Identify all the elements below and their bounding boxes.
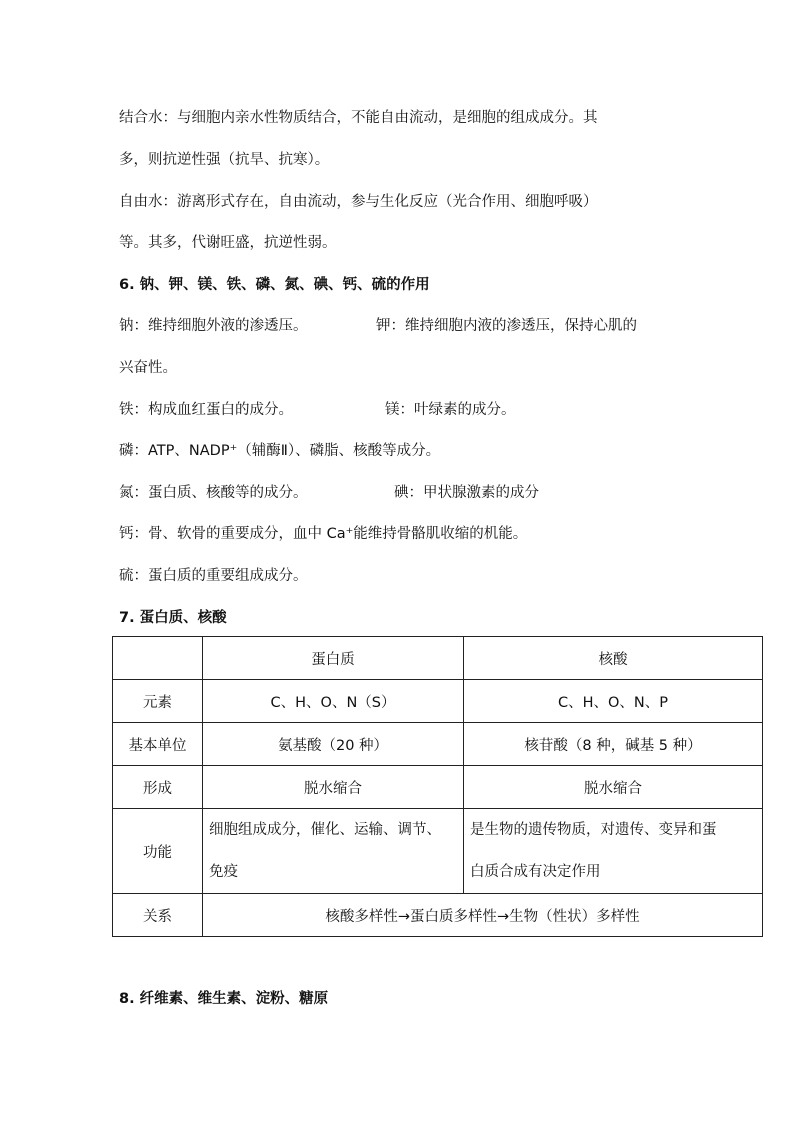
- protein-function-line-2: 免疫: [209, 864, 238, 880]
- section-6-heading: 6. 钠、钾、镁、铁、磷、氮、碘、钙、硫的作用: [119, 277, 430, 293]
- free-water-line-1: 自由水：游离形式存在，自由流动，参与生化反应（光合作用、细胞呼吸）: [119, 194, 598, 210]
- nitrogen-line: [119, 483, 764, 503]
- calcium-line: 钙：骨、软骨的重要成分，血中 Ca⁺能维持骨骼肌收缩的机能。: [119, 526, 528, 542]
- nucleic-function-line-2: 白质合成有决定作用: [470, 864, 601, 880]
- row-label: 基本单位: [113, 723, 203, 766]
- bound-water-line-2: 多，则抗逆性强（抗旱、抗寒）。: [119, 152, 330, 168]
- row-label: 形成: [113, 766, 203, 809]
- relation-cell: 核酸多样性→蛋白质多样性→生物（性状）多样性: [203, 894, 763, 937]
- row-label: 关系: [113, 894, 203, 937]
- row-label: 元素: [113, 680, 203, 723]
- section-8-heading: 8. 纤维素、维生素、淀粉、糖原: [119, 991, 329, 1007]
- bound-water-line-1: 结合水：与细胞内亲水性物质结合，不能自由流动，是细胞的组成成分。其: [119, 110, 598, 126]
- table-cell: 脱水缩合: [464, 766, 763, 809]
- column-header-protein: 蛋白质: [203, 637, 464, 680]
- table-row-unit: [113, 723, 763, 766]
- column-header-nucleic: 核酸: [464, 637, 763, 680]
- table-cell: 核苷酸（8 种，碱基 5 种）: [464, 723, 763, 766]
- iron-line: [119, 400, 764, 420]
- sulfur-line: 硫：蛋白质的重要组成成分。: [119, 568, 308, 584]
- table-row-formation: [113, 766, 763, 809]
- iodine-text: 碘：甲状腺激素的成分: [394, 485, 539, 501]
- potassium-text: 钾：维持细胞内液的渗透压，保持心肌的: [376, 318, 637, 334]
- potassium-line-2: 兴奋性。: [119, 360, 177, 376]
- table-row-function: [113, 809, 763, 894]
- phosphorus-line: 磷：ATP、NADP⁺（辅酶Ⅱ）、磷脂、核酸等成分。: [119, 443, 441, 459]
- table-corner-cell: [113, 637, 203, 680]
- section-7-heading: 7. 蛋白质、核酸: [119, 610, 227, 626]
- nucleic-function-line-1: 是生物的遗传物质，对遗传、变异和蛋: [470, 822, 717, 838]
- free-water-line-2: 等。其多，代谢旺盛，抗逆性弱。: [119, 235, 337, 251]
- table-cell: C、H、O、N（S）: [203, 680, 464, 723]
- protein-function-line-1: 细胞组成成分，催化、运输、调节、: [209, 822, 441, 838]
- magnesium-text: 镁：叶绿素的成分。: [385, 402, 516, 418]
- iron-text: 铁：构成血红蛋白的成分。: [119, 402, 293, 418]
- sodium-line: [119, 316, 764, 336]
- table-header-row: [113, 637, 763, 680]
- table-row-relation: [113, 894, 763, 937]
- protein-function-cell: [203, 809, 464, 894]
- nitrogen-text: 氮：蛋白质、核酸等的成分。: [119, 485, 308, 501]
- protein-nucleic-table: [112, 636, 763, 937]
- table-cell: 脱水缩合: [203, 766, 464, 809]
- row-label: 功能: [113, 809, 203, 894]
- table-cell: C、H、O、N、P: [464, 680, 763, 723]
- nucleic-function-cell: [464, 809, 763, 894]
- table-cell: 氨基酸（20 种）: [203, 723, 464, 766]
- sodium-text: 钠：维持细胞外液的渗透压。: [119, 318, 308, 334]
- table-row-element: [113, 680, 763, 723]
